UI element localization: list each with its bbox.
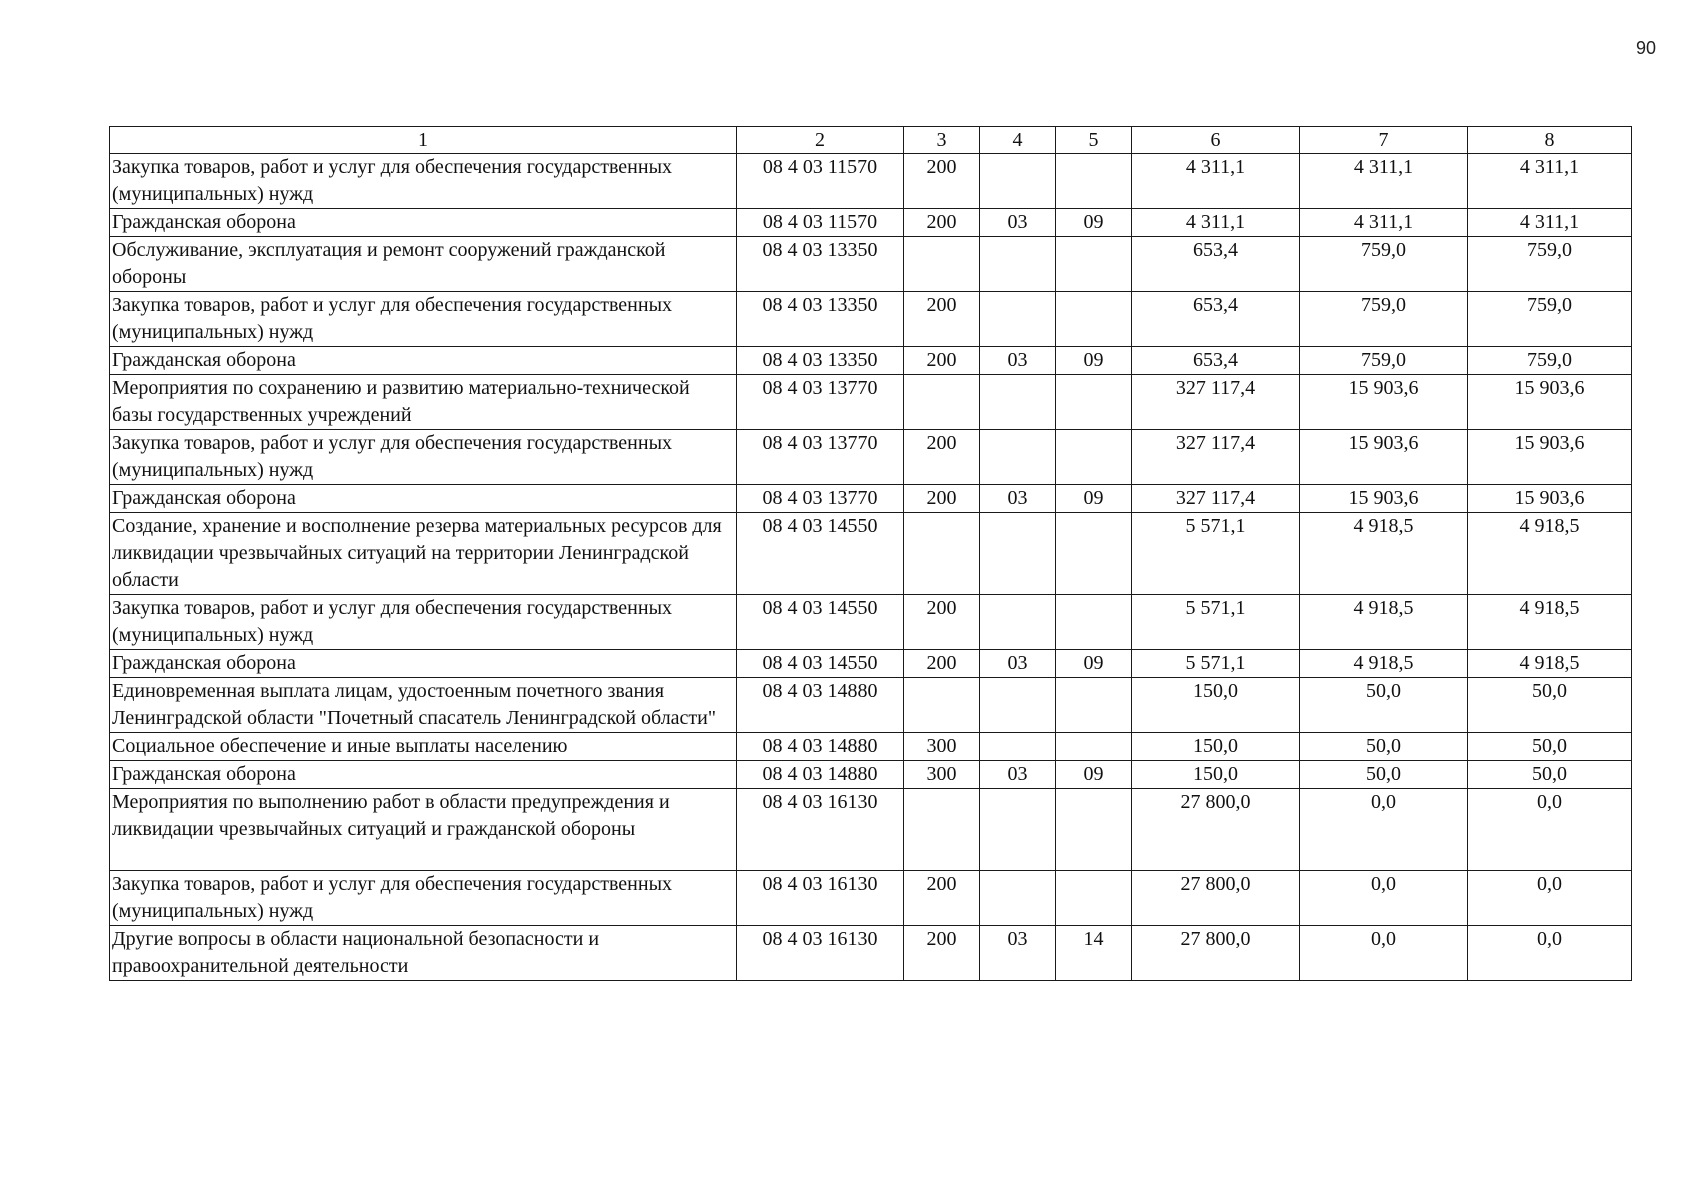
row-name-cell: Гражданская оборона [110,650,737,678]
subsection-cell [1056,430,1132,485]
amount-cell: 327 117,4 [1132,485,1300,513]
type-cell: 200 [904,430,980,485]
subsection-cell: 14 [1056,926,1132,981]
subsection-cell [1056,678,1132,733]
amount-cell: 759,0 [1300,292,1468,347]
amount-cell: 5 571,1 [1132,650,1300,678]
amount-cell: 150,0 [1132,733,1300,761]
code-cell: 08 4 03 14880 [737,761,904,789]
type-cell: 200 [904,209,980,237]
table-row [110,347,1632,375]
amount-cell: 759,0 [1300,237,1468,292]
amount-cell: 327 117,4 [1132,375,1300,430]
row-name-cell: Обслуживание, эксплуатация и ремонт сооружений гражданской обороны [110,237,737,292]
amount-cell: 4 918,5 [1300,595,1468,650]
table-row [110,926,1632,981]
table-header-row [110,127,1632,154]
row-name-cell: Социальное обеспечение и иные выплаты населению [110,733,737,761]
amount-cell: 759,0 [1468,237,1632,292]
amount-cell: 5 571,1 [1132,595,1300,650]
row-name-cell: Гражданская оборона [110,761,737,789]
amount-cell: 5 571,1 [1132,513,1300,595]
amount-cell: 759,0 [1300,347,1468,375]
type-cell [904,678,980,733]
amount-cell: 50,0 [1300,761,1468,789]
row-name-cell: Закупка товаров, работ и услуг для обеспечения государственных (муниципальных) нужд [110,292,737,347]
subsection-cell: 09 [1056,761,1132,789]
code-cell: 08 4 03 14880 [737,733,904,761]
table-row [110,678,1632,733]
column-header: 3 [904,127,980,154]
subsection-cell [1056,292,1132,347]
amount-cell: 15 903,6 [1468,485,1632,513]
column-header: 7 [1300,127,1468,154]
section-cell [980,595,1056,650]
subsection-cell: 09 [1056,650,1132,678]
table-row [110,209,1632,237]
section-cell: 03 [980,485,1056,513]
section-cell: 03 [980,650,1056,678]
subsection-cell: 09 [1056,485,1132,513]
type-cell [904,237,980,292]
section-cell: 03 [980,926,1056,981]
type-cell: 200 [904,650,980,678]
table-row [110,430,1632,485]
code-cell: 08 4 03 14880 [737,678,904,733]
section-cell [980,733,1056,761]
table-row [110,650,1632,678]
table-row [110,237,1632,292]
code-cell: 08 4 03 16130 [737,789,904,871]
type-cell: 200 [904,485,980,513]
amount-cell: 653,4 [1132,237,1300,292]
type-cell: 200 [904,347,980,375]
section-cell: 03 [980,761,1056,789]
type-cell: 200 [904,926,980,981]
amount-cell: 0,0 [1468,926,1632,981]
code-cell: 08 4 03 11570 [737,154,904,209]
column-header: 5 [1056,127,1132,154]
amount-cell: 759,0 [1468,347,1632,375]
column-header: 6 [1132,127,1300,154]
code-cell: 08 4 03 16130 [737,871,904,926]
type-cell: 200 [904,292,980,347]
row-name-cell: Закупка товаров, работ и услуг для обеспечения государственных (муниципальных) нужд [110,871,737,926]
subsection-cell [1056,154,1132,209]
type-cell [904,789,980,871]
subsection-cell [1056,789,1132,871]
type-cell: 200 [904,595,980,650]
subsection-cell [1056,595,1132,650]
amount-cell: 4 918,5 [1468,595,1632,650]
amount-cell: 150,0 [1132,678,1300,733]
amount-cell: 27 800,0 [1132,926,1300,981]
section-cell [980,678,1056,733]
amount-cell: 15 903,6 [1300,485,1468,513]
code-cell: 08 4 03 13350 [737,237,904,292]
amount-cell: 4 311,1 [1132,154,1300,209]
amount-cell: 15 903,6 [1468,375,1632,430]
code-cell: 08 4 03 14550 [737,595,904,650]
amount-cell: 4 918,5 [1468,650,1632,678]
row-name-cell: Гражданская оборона [110,209,737,237]
table-row [110,871,1632,926]
budget-table [109,126,1632,981]
amount-cell: 150,0 [1132,761,1300,789]
section-cell [980,513,1056,595]
code-cell: 08 4 03 14550 [737,650,904,678]
code-cell: 08 4 03 13350 [737,347,904,375]
amount-cell: 27 800,0 [1132,789,1300,871]
amount-cell: 0,0 [1468,789,1632,871]
section-cell [980,430,1056,485]
section-cell [980,154,1056,209]
amount-cell: 0,0 [1300,926,1468,981]
subsection-cell: 09 [1056,347,1132,375]
amount-cell: 4 311,1 [1300,154,1468,209]
table-row [110,595,1632,650]
row-name-cell: Мероприятия по сохранению и развитию материально-технической базы государственных учреждений [110,375,737,430]
amount-cell: 15 903,6 [1468,430,1632,485]
table-row [110,485,1632,513]
table-row [110,292,1632,347]
amount-cell: 50,0 [1300,678,1468,733]
type-cell: 300 [904,733,980,761]
section-cell: 03 [980,209,1056,237]
section-cell [980,375,1056,430]
amount-cell: 4 311,1 [1468,154,1632,209]
table-row [110,375,1632,430]
code-cell: 08 4 03 14550 [737,513,904,595]
section-cell [980,292,1056,347]
table-row [110,733,1632,761]
amount-cell: 4 918,5 [1300,513,1468,595]
amount-cell: 15 903,6 [1300,430,1468,485]
row-name-cell: Мероприятия по выполнению работ в области предупреждения и ликвидации чрезвычайных ситуаций и гражданской обороны [110,789,737,871]
table-row [110,789,1632,871]
code-cell: 08 4 03 13770 [737,375,904,430]
table-row [110,154,1632,209]
amount-cell: 50,0 [1468,733,1632,761]
subsection-cell [1056,871,1132,926]
amount-cell: 653,4 [1132,292,1300,347]
section-cell [980,871,1056,926]
row-name-cell: Закупка товаров, работ и услуг для обеспечения государственных (муниципальных) нужд [110,430,737,485]
amount-cell: 0,0 [1468,871,1632,926]
code-cell: 08 4 03 13770 [737,485,904,513]
code-cell: 08 4 03 11570 [737,209,904,237]
code-cell: 08 4 03 13770 [737,430,904,485]
amount-cell: 4 311,1 [1300,209,1468,237]
column-header: 2 [737,127,904,154]
subsection-cell [1056,733,1132,761]
row-name-cell: Создание, хранение и восполнение резерва материальных ресурсов для ликвидации чрезвычайных ситуаций на территории Ленинградской области [110,513,737,595]
page-number: 90 [1635,38,1656,58]
subsection-cell [1056,375,1132,430]
amount-cell: 15 903,6 [1300,375,1468,430]
amount-cell: 50,0 [1468,761,1632,789]
subsection-cell [1056,513,1132,595]
code-cell: 08 4 03 13350 [737,292,904,347]
section-cell [980,237,1056,292]
type-cell: 300 [904,761,980,789]
amount-cell: 4 918,5 [1468,513,1632,595]
amount-cell: 653,4 [1132,347,1300,375]
amount-cell: 759,0 [1468,292,1632,347]
code-cell: 08 4 03 16130 [737,926,904,981]
table-row [110,513,1632,595]
row-name-cell: Гражданская оборона [110,485,737,513]
column-header: 4 [980,127,1056,154]
amount-cell: 0,0 [1300,789,1468,871]
type-cell: 200 [904,871,980,926]
amount-cell: 4 918,5 [1300,650,1468,678]
amount-cell: 50,0 [1468,678,1632,733]
type-cell [904,513,980,595]
amount-cell: 327 117,4 [1132,430,1300,485]
row-name-cell: Единовременная выплата лицам, удостоенным почетного звания Ленинградской области "Почетный спасатель Ленинградской области" [110,678,737,733]
section-cell [980,789,1056,871]
subsection-cell: 09 [1056,209,1132,237]
column-header: 1 [110,127,737,154]
amount-cell: 27 800,0 [1132,871,1300,926]
type-cell: 200 [904,154,980,209]
section-cell: 03 [980,347,1056,375]
amount-cell: 0,0 [1300,871,1468,926]
row-name-cell: Закупка товаров, работ и услуг для обеспечения государственных (муниципальных) нужд [110,595,737,650]
type-cell [904,375,980,430]
amount-cell: 50,0 [1300,733,1468,761]
row-name-cell: Гражданская оборона [110,347,737,375]
amount-cell: 4 311,1 [1468,209,1632,237]
subsection-cell [1056,237,1132,292]
column-header: 8 [1468,127,1632,154]
table-row [110,761,1632,789]
row-name-cell: Другие вопросы в области национальной безопасности и правоохранительной деятельности [110,926,737,981]
row-name-cell: Закупка товаров, работ и услуг для обеспечения государственных (муниципальных) нужд [110,154,737,209]
amount-cell: 4 311,1 [1132,209,1300,237]
